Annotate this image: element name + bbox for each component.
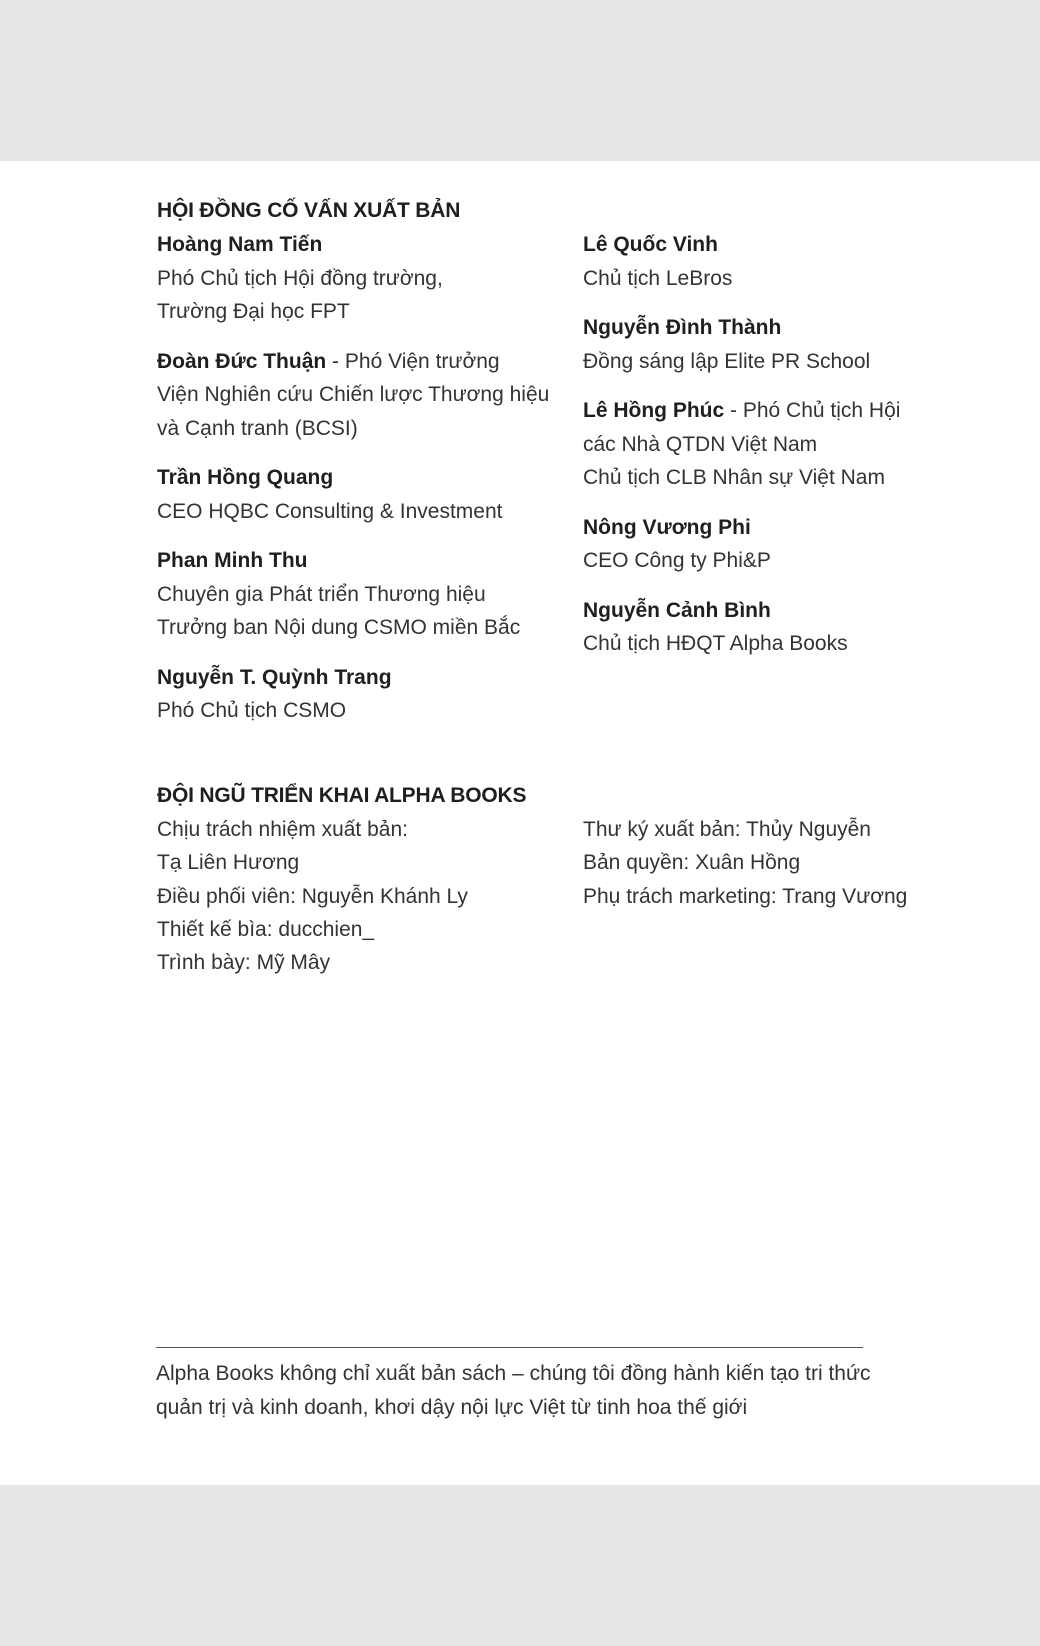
footer-tagline [156, 1357, 876, 1424]
advisor-role: Phó Chủ tịch Hội đồng trường, [157, 266, 443, 290]
advisor-entry [583, 311, 1003, 378]
advisor-entry [583, 228, 1003, 295]
advisor-role: các Nhà QTDN Việt Nam [583, 432, 818, 456]
advisor-entry [157, 461, 577, 528]
advisor-entry [157, 228, 577, 329]
team-credit: Bản quyền: Xuân Hồng [583, 851, 801, 875]
advisor-role: Chuyên gia Phát triển Thương hiệu [157, 582, 486, 606]
advisor-inline-role: - Phó Viện trưởng [326, 349, 500, 373]
advisor-entry [157, 661, 577, 728]
advisor-role: Phó Chủ tịch CSMO [157, 699, 347, 722]
advisor-role: Trường Đại học FPT [157, 300, 350, 323]
advisor-name: Đoàn Đức Thuận [157, 349, 327, 373]
footer-line: Alpha Books không chỉ xuất bản sách – chúng tôi đồng hành kiến tạo tri thức [156, 1362, 871, 1385]
advisor-entry [583, 511, 1003, 578]
team-right-column [583, 813, 1003, 913]
advisor-name: Hoàng Nam Tiến [157, 233, 323, 256]
advisor-name: Trần Hồng Quang [157, 466, 334, 489]
advisor-name: Nguyễn Cảnh Bình [583, 598, 771, 622]
advisor-entry [157, 544, 577, 645]
advisor-role: Chủ tịch LeBros [583, 266, 733, 290]
advisor-role: Chủ tịch HĐQT Alpha Books [583, 632, 848, 655]
advisory-right-column [583, 228, 1003, 677]
advisor-role: Đồng sáng lập Elite PR School [583, 349, 871, 373]
advisor-role: CEO Công ty Phi&P [583, 549, 771, 572]
advisory-board-title: HỘI ĐỒNG CỐ VẤN XUẤT BẢN [157, 199, 461, 222]
advisor-name: Nguyễn T. Quỳnh Trang [157, 665, 392, 689]
footer-divider [156, 1347, 863, 1348]
team-left-column [157, 813, 577, 979]
advisor-role: CEO HQBC Consulting & Investment [157, 499, 503, 523]
advisor-inline-role: - Phó Chủ tịch Hội [724, 399, 901, 422]
team-credit: Chịu trách nhiệm xuất bản: [157, 818, 408, 841]
advisor-entry [583, 594, 1003, 661]
team-credit: Tạ Liên Hương [157, 851, 300, 875]
advisor-entry [583, 394, 1003, 495]
team-credit: Phụ trách marketing: Trang Vương [583, 884, 908, 908]
advisor-role: Viện Nghiên cứu Chiến lược Thương hiệu [157, 383, 550, 406]
advisor-name: Nguyễn Đình Thành [583, 316, 782, 339]
advisor-role: Trưởng ban Nội dung CSMO miền Bắc [157, 616, 521, 639]
advisor-name: Lê Hồng Phúc [583, 399, 725, 422]
team-credit: Thiết kế bìa: ducchien_ [157, 917, 375, 941]
advisory-left-column [157, 228, 577, 744]
footer-line: quản trị và kinh doanh, khơi dậy nội lực Việt từ tinh hoa thế giới [156, 1395, 748, 1419]
advisor-entry [157, 345, 577, 446]
advisor-role: và Cạnh tranh (BCSI) [157, 416, 358, 440]
advisor-name: Nông Vương Phi [583, 515, 751, 539]
advisor-name: Phan Minh Thu [157, 549, 308, 572]
team-title: ĐỘI NGŨ TRIỂN KHAI ALPHA BOOKS [157, 784, 527, 807]
team-credit: Trình bày: Mỹ Mây [157, 951, 331, 975]
team-credit: Thư ký xuất bản: Thủy Nguyễn [583, 818, 871, 841]
advisor-role: Chủ tịch CLB Nhân sự Việt Nam [583, 466, 885, 489]
advisor-name: Lê Quốc Vinh [583, 233, 718, 256]
team-credit: Điều phối viên: Nguyễn Khánh Ly [157, 884, 468, 908]
